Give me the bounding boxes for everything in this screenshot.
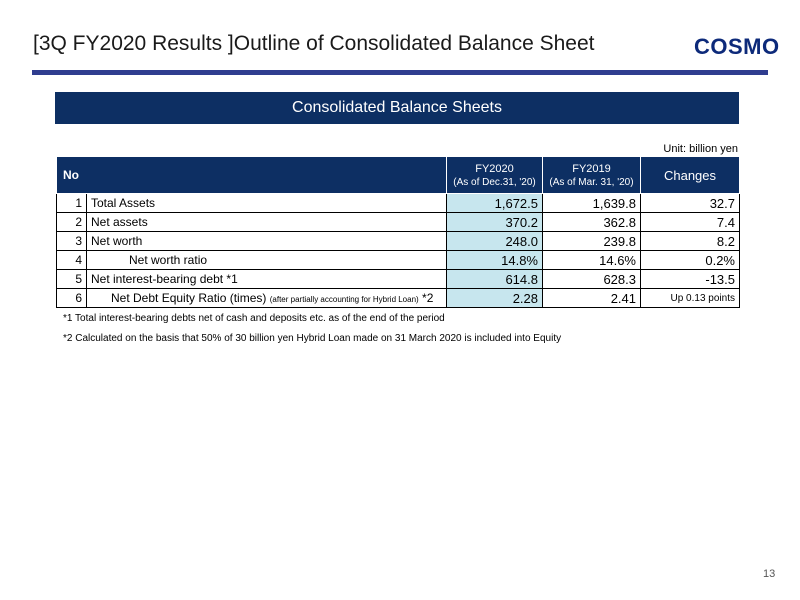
row-changes-value: 0.2%	[641, 251, 740, 270]
row-fy2020-value: 2.28	[447, 289, 543, 308]
row-changes-value: 32.7	[641, 194, 740, 213]
table-row	[57, 194, 740, 213]
header-no-label: No	[63, 168, 79, 182]
row-item-label: Net Debt Equity Ratio (times)	[111, 291, 267, 305]
row-changes-value: 8.2	[641, 232, 740, 251]
row-item	[87, 251, 447, 270]
table-row	[57, 232, 740, 251]
header-fy2020-sub: (As of Dec.31, '20)	[453, 176, 536, 188]
page-title: [3Q FY2020 Results ]Outline of Consolidated Balance Sheet	[33, 32, 595, 55]
row-item-note: (after partially accounting for Hybrid Loan)	[269, 295, 419, 304]
row-item: Net worth	[87, 232, 447, 251]
row-fy2019-value: 239.8	[543, 232, 641, 251]
row-changes-value: 7.4	[641, 213, 740, 232]
row-fy2020-value: 370.2	[447, 213, 543, 232]
row-item-footnote-ref: *2	[422, 291, 434, 305]
row-fy2020-value: 14.8%	[447, 251, 543, 270]
row-item-label: Net worth ratio	[129, 253, 208, 267]
section-banner	[55, 92, 739, 124]
row-no: 2	[57, 213, 87, 232]
row-fy2020-value: 614.8	[447, 270, 543, 289]
row-fy2019-value: 2.41	[543, 289, 641, 308]
row-item: Net interest-bearing debt *1	[87, 270, 447, 289]
footnote-2: *2 Calculated on the basis that 50% of 30 billion yen Hybrid Loan made on 31 March 2020 is included into Equity	[63, 333, 562, 344]
header-no	[57, 157, 447, 194]
page-number: 13	[763, 568, 776, 580]
row-no: 1	[57, 194, 87, 213]
row-item	[87, 289, 447, 308]
row-changes-value: Up 0.13 points	[641, 289, 740, 308]
table-row	[57, 251, 740, 270]
header-fy2019-sub: (As of Mar. 31, '20)	[549, 176, 634, 188]
table-header-row	[57, 157, 740, 194]
row-item: Net assets	[87, 213, 447, 232]
row-fy2020-value: 1,672.5	[447, 194, 543, 213]
balance-sheet-table	[56, 156, 740, 308]
unit-label: Unit: billion yen	[663, 143, 738, 155]
row-fy2019-value: 1,639.8	[543, 194, 641, 213]
section-title: Consolidated Balance Sheets	[292, 99, 502, 116]
row-changes-value: -13.5	[641, 270, 740, 289]
row-no: 5	[57, 270, 87, 289]
row-fy2020-value: 248.0	[447, 232, 543, 251]
row-no: 4	[57, 251, 87, 270]
row-no: 3	[57, 232, 87, 251]
cosmo-logo: COSMO	[694, 34, 780, 59]
table-row	[57, 213, 740, 232]
row-item: Total Assets	[87, 194, 447, 213]
row-fy2019-value: 628.3	[543, 270, 641, 289]
table-row	[57, 270, 740, 289]
header-fy2020-label: FY2020	[475, 162, 514, 175]
header-fy2019-label: FY2019	[572, 162, 611, 175]
header-fy2019	[543, 157, 641, 194]
row-fy2019-value: 14.6%	[543, 251, 641, 270]
row-fy2019-value: 362.8	[543, 213, 641, 232]
row-no: 6	[57, 289, 87, 308]
title-underline-rule	[32, 70, 768, 75]
header-fy2020	[447, 157, 543, 194]
header-changes: Changes	[641, 157, 740, 194]
footnote-1: *1 Total interest-bearing debts net of cash and deposits etc. as of the end of the period	[63, 313, 445, 324]
table-row	[57, 289, 740, 308]
